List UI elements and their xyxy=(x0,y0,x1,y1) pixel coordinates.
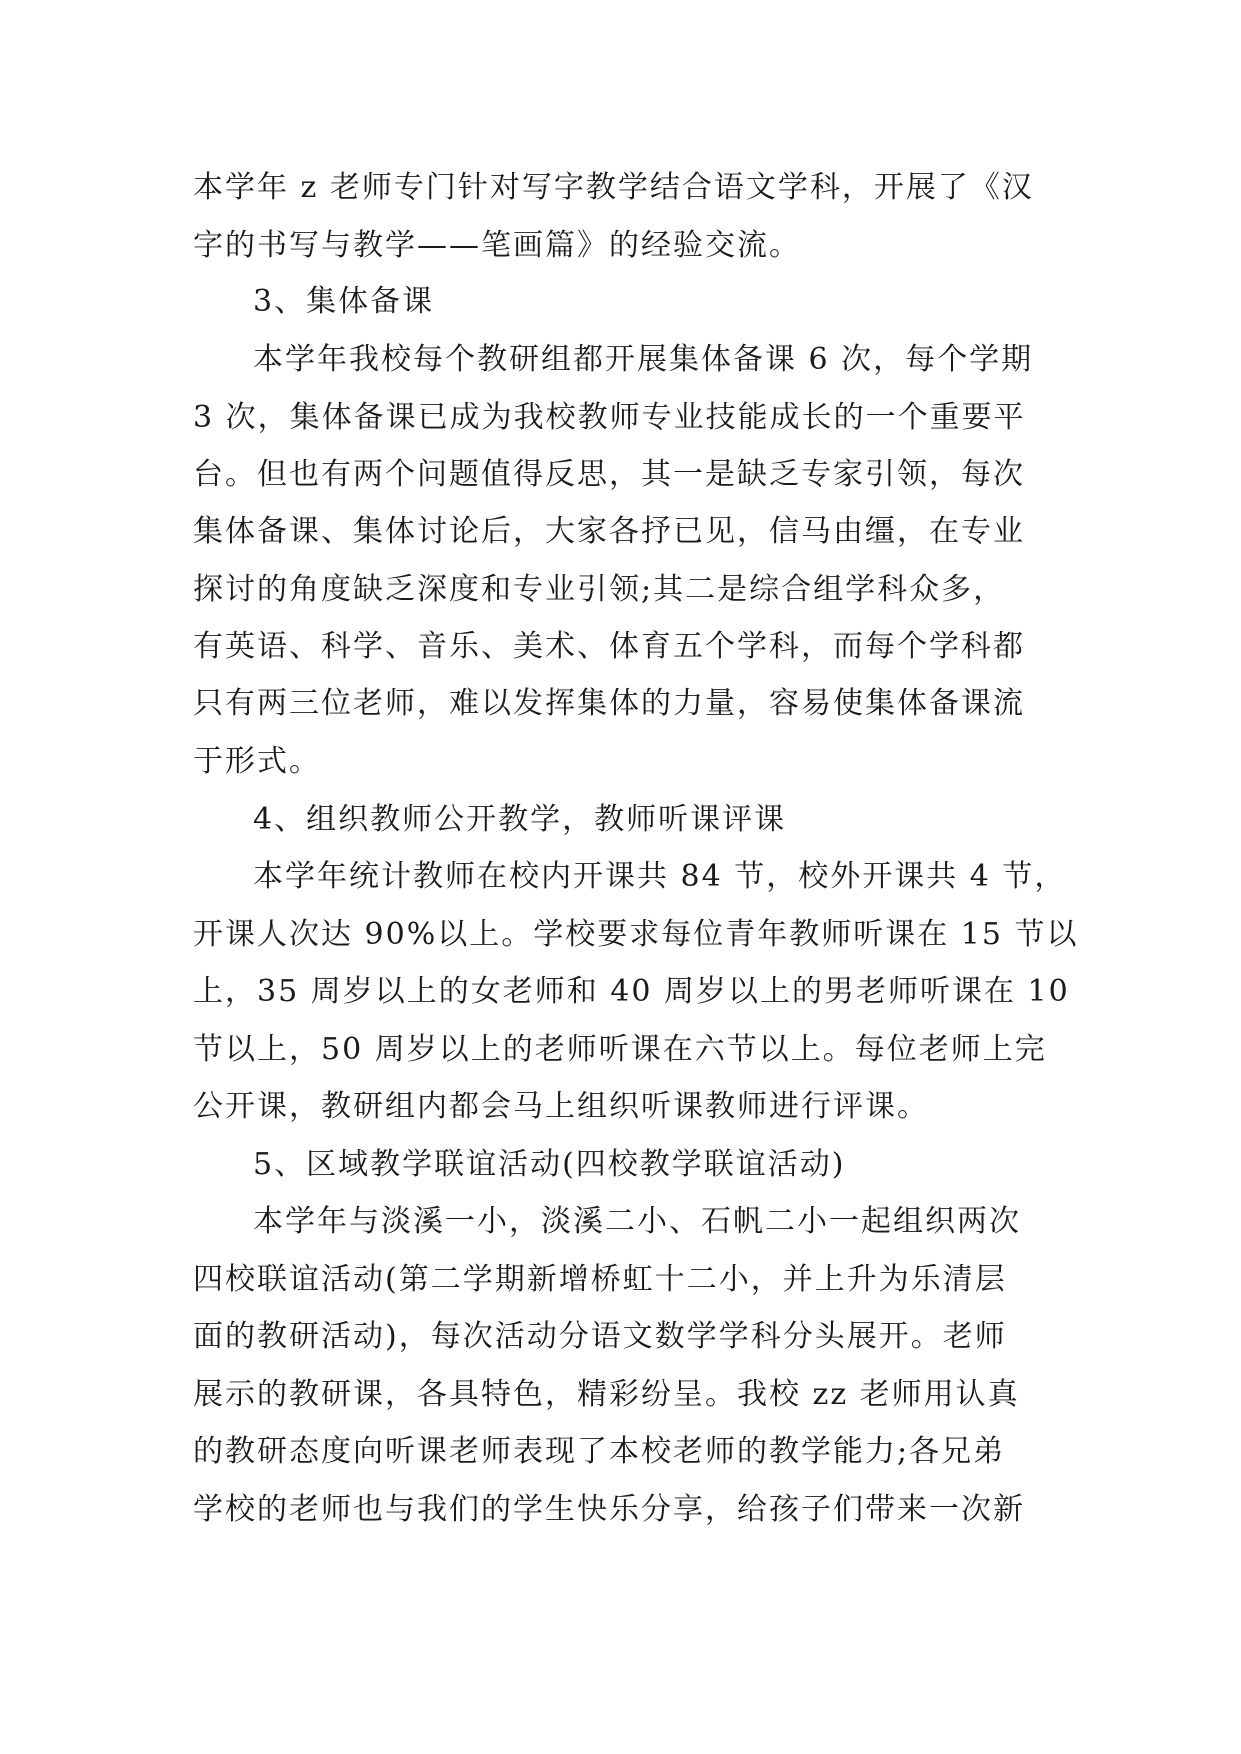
section-heading: 3、集体备课 xyxy=(253,284,435,319)
paragraph-line: 学校的老师也与我们的学生快乐分享，给孩子们带来一次新 xyxy=(193,1492,1025,1527)
paragraph-line: 字的书写与教学——笔画篇》的经验交流。 xyxy=(193,228,801,263)
paragraph-line: 展示的教研课，各具特色，精彩纷呈。我校 zz 老师用认真 xyxy=(193,1377,1020,1412)
paragraph-line: 四校联谊活动(第二学期新增桥虹十二小，并上升为乐清层 xyxy=(193,1262,1007,1297)
paragraph-line: 于形式。 xyxy=(193,744,321,779)
paragraph-line: 有英语、科学、音乐、美术、体育五个学科，而每个学科都 xyxy=(193,629,1025,664)
paragraph-line: 3 次，集体备课已成为我校教师专业技能成长的一个重要平 xyxy=(193,400,1026,435)
paragraph-line: 只有两三位老师，难以发挥集体的力量，容易使集体备课流 xyxy=(193,686,1025,721)
paragraph-line: 上，35 周岁以上的女老师和 40 周岁以上的男老师听课在 10 xyxy=(193,974,1070,1009)
paragraph-line: 集体备课、集体讨论后，大家各抒已见，信马由缰，在专业 xyxy=(193,514,1025,549)
paragraph-line: 本学年我校每个教研组都开展集体备课 6 次，每个学期 xyxy=(253,342,1034,377)
paragraph-line: 本学年 z 老师专门针对写字教学结合语文学科，开展了《汉 xyxy=(193,170,1034,205)
paragraph-line: 本学年与淡溪一小，淡溪二小、石帆二小一起组织两次 xyxy=(253,1204,1021,1239)
paragraph-line: 探讨的角度缺乏深度和专业引领;其二是综合组学科众多， xyxy=(193,572,1006,607)
paragraph-line: 的教研态度向听课老师表现了本校老师的教学能力;各兄弟 xyxy=(193,1434,1006,1469)
paragraph-line: 本学年统计教师在校内开课共 84 节，校外开课共 4 节， xyxy=(253,859,1067,894)
paragraph-line: 面的教研活动)，每次活动分语文数学学科分头展开。老师 xyxy=(193,1319,1007,1354)
paragraph-line: 开课人次达 90%以上。学校要求每位青年教师听课在 15 节以 xyxy=(193,917,1079,952)
paragraph-line: 公开课，教研组内都会马上组织听课教师进行评课。 xyxy=(193,1089,929,1124)
section-heading: 5、区域教学联谊活动(四校教学联谊活动) xyxy=(253,1147,846,1182)
paragraph-line: 台。但也有两个问题值得反思，其一是缺乏专家引领，每次 xyxy=(193,457,1025,492)
paragraph-line: 节以上，50 周岁以上的老师听课在六节以上。每位老师上完 xyxy=(193,1032,1047,1067)
section-heading: 4、组织教师公开教学，教师听课评课 xyxy=(253,802,787,837)
